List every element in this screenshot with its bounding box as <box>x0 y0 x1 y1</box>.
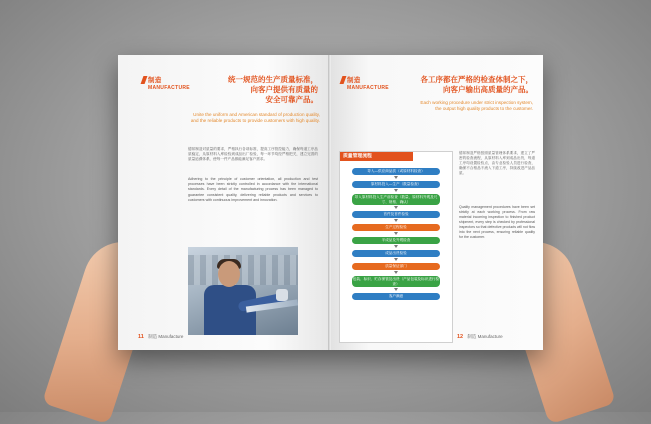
left-en-line2: and the reliable products to provide customers with high quality. <box>190 118 320 123</box>
left-paragraph-cn: 德邦制造对质量的要求，严格执行各项标准，提高工序管控能力，确保每道工序品质稳定，从原材料入库检验到成品出厂检验，每一环节均经严格把关，建立完善的质量追溯体系，使每一件产品都能满足客户需求。 <box>188 147 318 162</box>
right-brand-cn: 制造 <box>347 77 361 84</box>
flow-arrow-icon <box>394 219 398 222</box>
flow-arrow-icon <box>394 176 398 179</box>
right-page <box>331 55 543 350</box>
flow-step: 半成品及外观检查 <box>352 237 440 244</box>
left-paragraph-en: Adhering to the principle of customer orientation, all production and test processes have been strictly controlled in accordance with the international standards. Every detail of the manufacturing process has been managed to guarantee consistent quality, delivering reliable products and services to customers with continuous improvement and innovation. <box>188 177 318 202</box>
right-headline-line1: 各工序都在严格的检查体制之下， <box>420 75 533 84</box>
right-headline-line2: 向客户输出高质量的产品。 <box>443 85 533 94</box>
flow-step: 原材料投入—生产（数量检查） <box>352 181 440 188</box>
left-brand-en: MANUFACTURE <box>148 85 190 91</box>
flow-step: 导入原材料投入生产前检查（数量、原材料外观及尺寸、规格、确认） <box>352 194 440 205</box>
left-headline-line3: 安全可靠产品。 <box>265 95 318 104</box>
left-page-number: 11 <box>138 334 144 340</box>
flow-arrow-icon <box>394 288 398 291</box>
right-brand-en: MANUFACTURE <box>347 85 389 91</box>
flow-step: 生产过程检验 <box>352 224 440 231</box>
left-footer-text: 制造 Manufacture <box>148 334 184 339</box>
left-headline-line1: 统一规范的生产质量标准， <box>228 75 318 84</box>
flow-arrow-icon <box>394 206 398 209</box>
left-headline <box>226 75 318 105</box>
left-headline-line2: 向客户提供有质量的 <box>250 85 318 94</box>
flow-step: 成品出货检验 <box>352 250 440 257</box>
right-paragraph-en: Quality management procedures have been set strictly at each working process. From raw material incoming inspection to finished product shipment, every step is checked by professional inspectors so that defective products will not flow into the next process, ensuring reliable quality for the customer. <box>459 205 535 239</box>
flow-step: 导入—供应商品质（或原材料检查） <box>352 168 440 175</box>
flow-arrow-icon <box>394 245 398 248</box>
flowchart-title: 质量管理流程 <box>340 152 413 161</box>
flow-arrow-icon <box>394 271 398 274</box>
right-page-number: 12 <box>457 334 464 340</box>
right-en-line2: the output high quality products to the customer. <box>435 106 533 111</box>
brand-mark-icon <box>141 76 148 84</box>
left-brand <box>148 75 190 91</box>
brand-mark-icon <box>340 76 347 84</box>
right-footer-text: 制造 Manufacture <box>467 334 503 339</box>
worker-photo <box>188 247 298 335</box>
flow-arrow-icon <box>394 232 398 235</box>
left-en-line1: Unite the uniform and American standard of production quality, <box>193 112 320 117</box>
flow-step: 首件及首件检验 <box>352 211 440 218</box>
flow-arrow-icon <box>394 189 398 192</box>
flow-arrow-icon <box>394 258 398 261</box>
left-brand-cn: 制造 <box>148 77 162 84</box>
right-en-line1: Each working procedure under strict inspection system, <box>420 100 533 105</box>
right-paragraph-cn: 德邦制造严格按照质量管理体系要求，建立了严密的检查流程，从原材料入库到成品出货，每道工序均设置检验点，由专业检验人员进行检查，确保不合格品不流入下道工序，持续改进产品品质。 <box>459 151 535 175</box>
right-footer <box>457 334 503 340</box>
right-en-subtitle <box>391 100 533 112</box>
right-brand <box>347 75 389 91</box>
flow-step: 质量保证部门 <box>352 263 440 270</box>
right-headline <box>397 75 533 95</box>
flow-step: 包装、标识、贮存保管及出货（产品包装及标识进行检查） <box>352 276 440 286</box>
flow-step: 客户满意 <box>352 293 440 300</box>
quality-flowchart <box>339 151 453 343</box>
left-footer <box>138 334 183 340</box>
left-en-subtitle <box>180 112 320 124</box>
left-page <box>118 55 330 350</box>
open-brochure <box>118 55 543 350</box>
